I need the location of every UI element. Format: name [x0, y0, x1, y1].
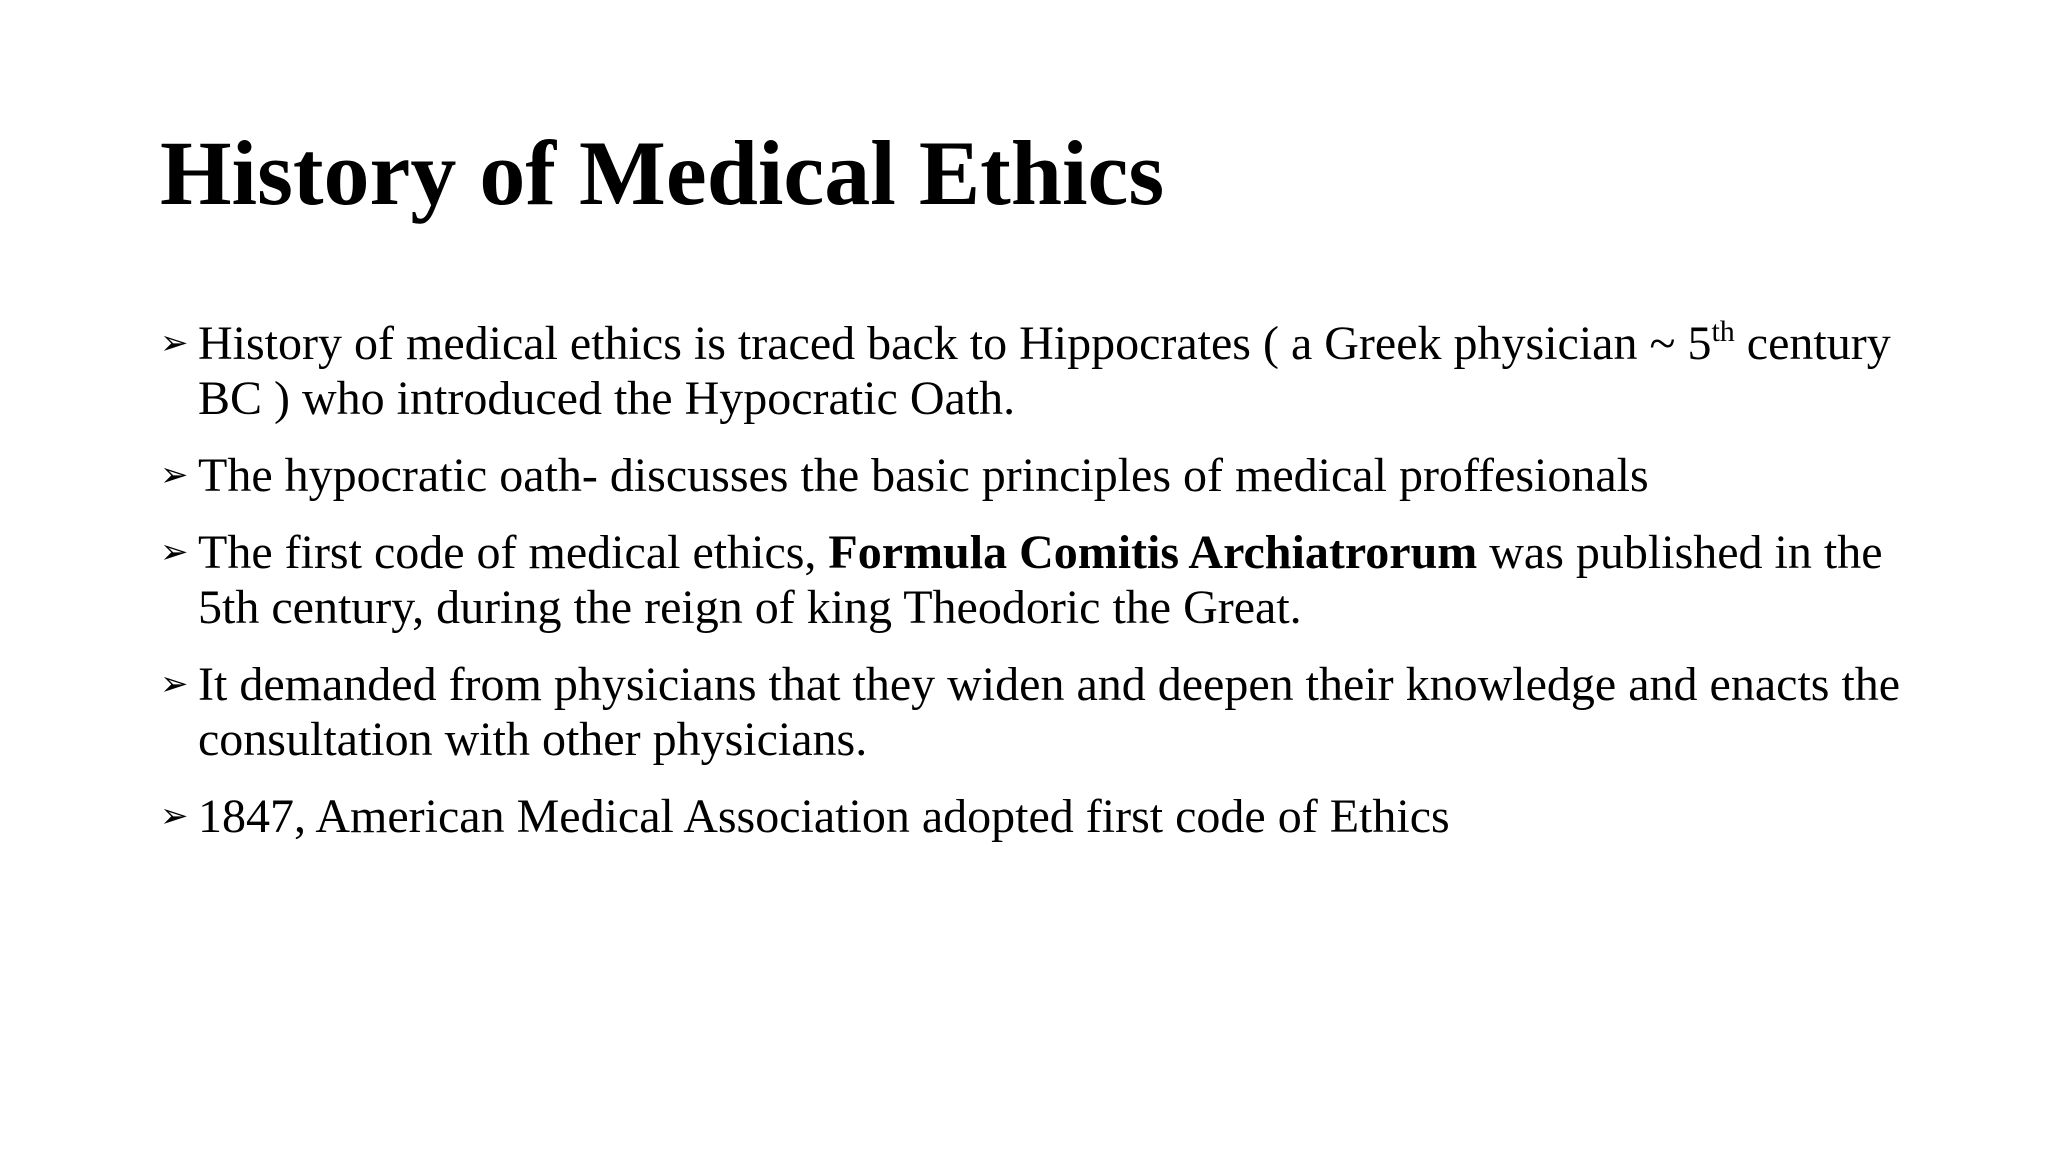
arrowhead-bullet-icon: ➢: [160, 664, 189, 704]
bullet-text: was published in the 5th century, during the reign of king Theodoric the Great.: [198, 526, 1883, 634]
arrowhead-bullet-icon: ➢: [160, 796, 189, 836]
bullet-item-3: [160, 525, 1920, 635]
superscript-text: th: [1711, 315, 1735, 348]
bullet-item-5: [160, 789, 1920, 844]
bullet-text: 1847, American Medical Association adopted first code of Ethics: [198, 790, 1450, 843]
slide-title: History of Medical Ethics: [160, 122, 1165, 224]
arrowhead-bullet-icon: ➢: [160, 532, 189, 572]
bullet-item-2: [160, 448, 1920, 503]
bullet-text: century BC ) who introduced the Hypocratic Oath.: [198, 317, 1891, 425]
bullet-text: History of medical ethics is traced back to Hippocrates ( a Greek physician ~ 5: [198, 317, 1712, 370]
bold-text: Formula Comitis Archiatrorum: [828, 526, 1478, 579]
arrowhead-bullet-icon: ➢: [160, 323, 189, 363]
bullet-list: [160, 316, 1920, 866]
arrowhead-bullet-icon: ➢: [160, 455, 189, 495]
bullet-item-1: [160, 316, 1920, 426]
bullet-text: The hypocratic oath- discusses the basic principles of medical proffesionals: [198, 449, 1649, 502]
bullet-text: The first code of medical ethics,: [198, 526, 829, 579]
bullet-text: It demanded from physicians that they widen and deepen their knowledge and enacts the consultation with other physicians.: [198, 658, 1901, 766]
bullet-item-4: [160, 657, 1920, 767]
